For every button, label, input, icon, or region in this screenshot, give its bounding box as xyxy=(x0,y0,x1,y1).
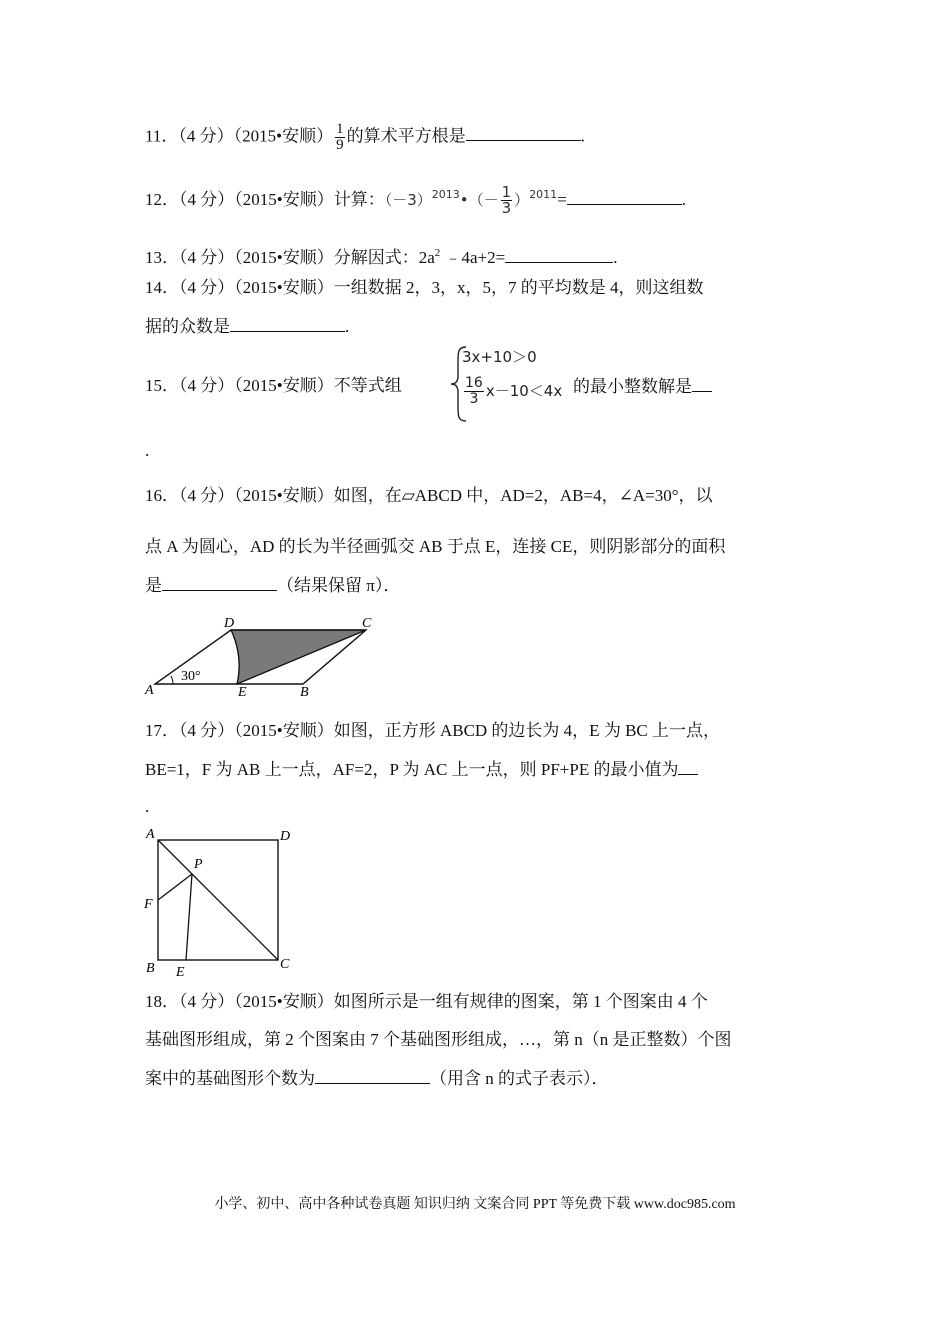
q16-angle-arc xyxy=(171,676,173,684)
question-12 xyxy=(145,184,686,216)
q12-frac-den: 3 xyxy=(501,199,512,217)
q17-label-c: C xyxy=(280,957,290,972)
q15-inequality-2 xyxy=(462,376,562,407)
question-13 xyxy=(145,242,617,269)
q17-segment-pf xyxy=(158,874,192,900)
q13-answer-blank xyxy=(505,246,613,263)
q15-tail-line xyxy=(573,375,712,398)
q18-tail: （用含 n 的式子表示）． xyxy=(430,1069,609,1088)
q12-equals: = xyxy=(557,190,567,209)
q12-dot: • xyxy=(459,191,469,209)
q12-answer-blank xyxy=(567,188,682,205)
q17-answer-blank xyxy=(678,758,698,775)
question-16-line-1: 16．（4 分）（2015•安顺）如图，在▱ABCD 中，AD=2，AB=4，∠A=30°，以 xyxy=(145,486,713,505)
q12-expression xyxy=(384,183,558,217)
q16-answer-blank xyxy=(162,574,277,591)
q12-base2-close: ） xyxy=(514,191,530,209)
q14-period: . xyxy=(345,317,350,336)
q11-fraction xyxy=(335,122,345,153)
q17-figure xyxy=(140,822,300,982)
question-18-line-1: 18．（4 分）（2015•安顺）如图所示是一组有规律的图案，第 1 个图案由 4 个 xyxy=(145,992,708,1011)
question-14-line-2 xyxy=(145,315,349,338)
q11-period: . xyxy=(580,126,585,146)
q17-text: BE=1，F 为 AB 上一点，AF=2，P 为 AC 上一点，则 PF+PE 的最小值为 xyxy=(145,760,679,779)
q16-text: 是 xyxy=(145,576,162,595)
q13-superscript: 2 xyxy=(434,247,441,259)
q11-prefix: 11．（4 分）（2015•安顺） xyxy=(145,126,334,146)
q17-label-b: B xyxy=(146,961,155,976)
q17-period: . xyxy=(145,797,150,816)
q12-frac-num: 1 xyxy=(501,183,512,201)
q12-base2-open: （－ xyxy=(468,191,499,209)
q15-frac-den: 3 xyxy=(469,391,479,407)
q17-label-e: E xyxy=(176,965,185,980)
question-18-line-3 xyxy=(145,1067,609,1090)
q14-text: 据的众数是 xyxy=(145,317,230,336)
question-17-line-1: 17．（4 分）（2015•安顺）如图，正方形 ABCD 的边长为 4，E 为 BC 上一点， xyxy=(145,721,720,740)
q17-segment-pe xyxy=(186,874,192,960)
q16-label-a: A xyxy=(145,683,154,698)
q14-answer-blank xyxy=(230,315,345,332)
q15-frac-num: 16 xyxy=(465,375,483,391)
question-11 xyxy=(145,122,585,153)
q15-answer-blank xyxy=(692,375,712,392)
q17-label-f: F xyxy=(144,897,153,912)
q16-tail: （结果保留 π）． xyxy=(277,576,401,595)
q12-fraction xyxy=(501,185,513,216)
q15-tail: 的最小整数解是 xyxy=(573,377,692,396)
q12-prefix: 12．（4 分）（2015•安顺）计算： xyxy=(145,190,385,209)
q15-inequality-1: 3x+10＞0 xyxy=(462,348,537,366)
q15-period: . xyxy=(145,441,150,460)
q11-frac-den: 9 xyxy=(336,137,344,153)
q13-text: 13．（4 分）（2015•安顺）分解因式：2a xyxy=(145,248,435,267)
q16-angle-label: 30° xyxy=(181,669,201,684)
question-14-line-1: 14．（4 分）（2015•安顺）一组数据 2，3，x，5，7 的平均数是 4，则这组数 xyxy=(145,278,704,297)
q17-label-p: P xyxy=(194,857,203,872)
q17-diagonal-ac xyxy=(158,840,278,960)
question-16-line-2: 点 A 为圆心，AD 的长为半径画弧交 AB 于点 E，连接 CE，则阴影部分的面积 xyxy=(145,537,726,556)
q16-label-b: B xyxy=(300,685,309,700)
q11-tail: 的算术平方根是 xyxy=(346,126,466,146)
q15-prefix: 15．（4 分）（2015•安顺）不等式组 xyxy=(145,376,402,395)
q16-figure xyxy=(140,610,385,700)
q13-rest: ﹣4a+2= xyxy=(440,248,506,267)
question-15 xyxy=(145,375,402,397)
q15-fraction xyxy=(464,376,484,407)
q16-label-d: D xyxy=(224,616,235,631)
q16-label-e: E xyxy=(238,685,247,700)
q11-frac-num: 1 xyxy=(336,121,344,137)
q16-label-c: C xyxy=(362,616,372,631)
q15-ineq2-rest: x－10＜4x xyxy=(485,382,563,400)
q18-text: 案中的基础图形个数为 xyxy=(145,1069,315,1088)
q12-period: . xyxy=(681,190,687,209)
q12-exp2: 2011 xyxy=(529,188,558,201)
question-18-line-2: 基础图形组成，第 2 个图案由 7 个基础图形组成，…，第 n（n 是正整数）个图 xyxy=(145,1030,732,1049)
page-footer: 小学、初中、高中各种试卷真题 知识归纳 文案合同 PPT 等免费下载 www.doc985.com xyxy=(214,1197,736,1212)
q17-label-a: A xyxy=(146,827,155,842)
q13-period: . xyxy=(613,248,618,267)
q12-exp1: 2013 xyxy=(431,188,460,201)
q12-base1: （－3） xyxy=(384,191,432,209)
q17-label-d: D xyxy=(280,829,291,844)
q11-answer-blank xyxy=(466,124,581,141)
q18-answer-blank xyxy=(315,1067,430,1084)
question-16-line-3 xyxy=(145,574,400,597)
question-17-line-2 xyxy=(145,758,698,781)
